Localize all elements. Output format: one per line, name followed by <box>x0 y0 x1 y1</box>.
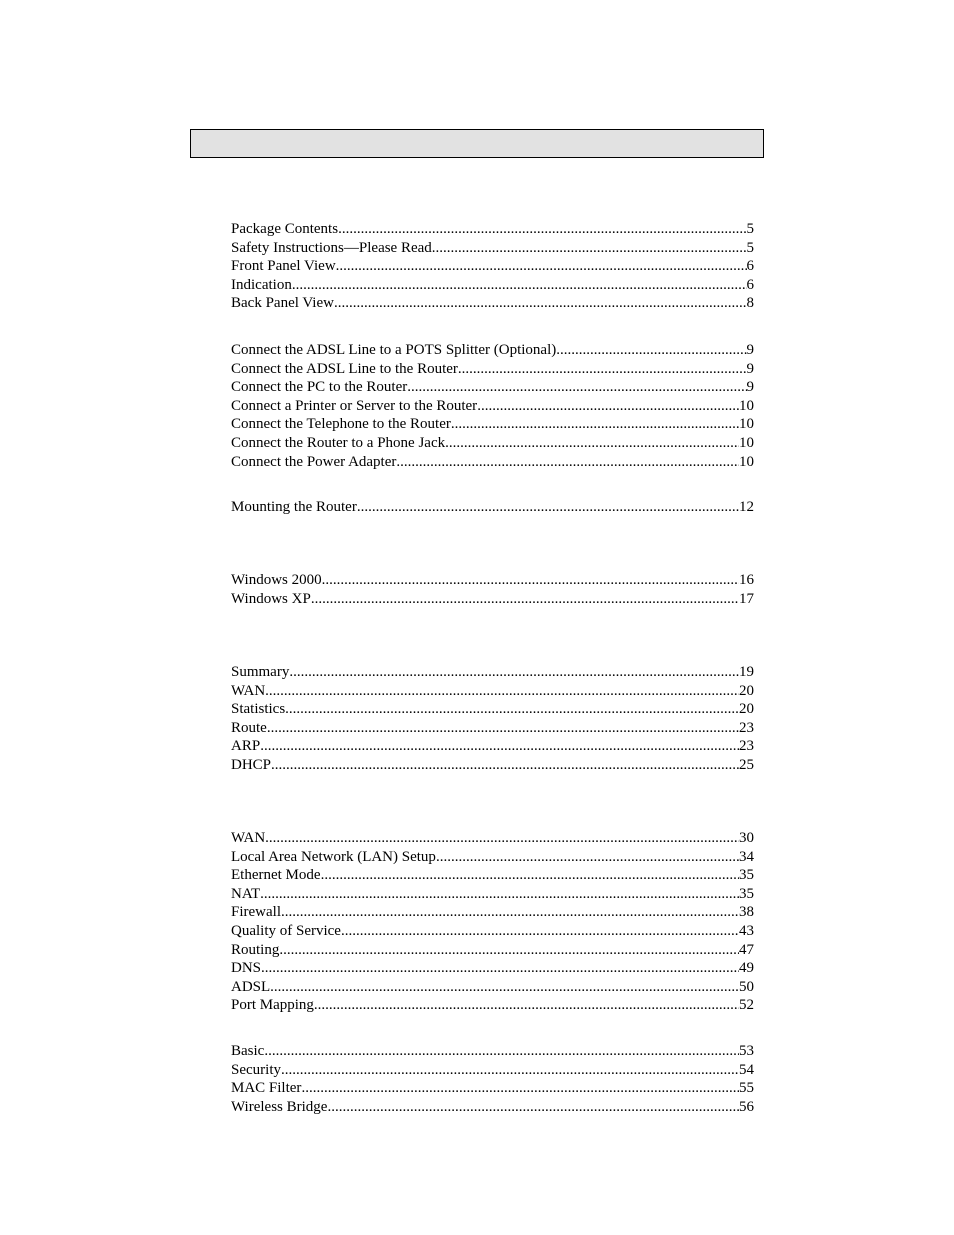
toc-entry-title: Package Contents <box>231 221 339 237</box>
toc-dot-leader <box>285 700 739 719</box>
toc-entry[interactable] <box>231 829 754 848</box>
toc-dot-leader <box>261 959 739 978</box>
toc-dot-leader <box>445 434 739 453</box>
toc-entry-title: Back Panel View <box>231 295 334 312</box>
toc-entry[interactable] <box>231 922 754 941</box>
toc-dot-leader <box>334 294 747 313</box>
toc-entry-title: Ethernet Mode <box>231 867 321 884</box>
toc-dot-leader <box>281 1061 739 1080</box>
toc-entry-page-number: 55 <box>739 1080 754 1097</box>
toc-entry-page-number: 20 <box>739 682 754 699</box>
toc-entry-page-number: 49 <box>739 960 754 977</box>
toc-entry-title: DHCP <box>231 757 272 773</box>
toc-entry-page-number: 34 <box>739 848 754 865</box>
toc-entry[interactable] <box>231 276 754 295</box>
toc-entry-title: Mounting the Router <box>231 499 357 515</box>
toc-entry-page-number: 10 <box>739 397 754 414</box>
toc-dot-leader <box>407 378 746 397</box>
toc-entry-page-number: 5 <box>746 239 754 256</box>
toc-entry-title: Security <box>231 1061 281 1078</box>
toc-entry-title: Connect the ADSL Line to a POTS Splitter (Optional) <box>231 342 557 358</box>
toc-entry-title: Quality of Service <box>231 923 341 939</box>
toc-dot-leader <box>327 1098 739 1117</box>
toc-entry-page-number: 56 <box>739 1098 754 1115</box>
toc-entry[interactable] <box>231 959 754 978</box>
toc-entry[interactable] <box>231 378 754 397</box>
toc-entry[interactable] <box>231 294 754 313</box>
toc-entry-title: MAC Filter <box>231 1080 302 1097</box>
toc-entry-title: WAN <box>231 682 266 699</box>
toc-dot-leader <box>477 397 739 416</box>
toc-entry[interactable] <box>231 1098 754 1117</box>
toc-entry-page-number: 47 <box>739 941 754 958</box>
toc-entry[interactable] <box>231 866 754 885</box>
toc-dot-leader <box>432 239 747 258</box>
toc-entry[interactable] <box>231 682 754 701</box>
toc-dot-leader <box>314 996 739 1015</box>
toc-entry[interactable] <box>231 360 754 379</box>
toc-entry[interactable] <box>231 571 754 590</box>
toc-entry-page-number: 9 <box>746 360 754 377</box>
toc-entry-page-number: 54 <box>739 1061 754 1078</box>
toc-dot-leader <box>260 737 739 756</box>
toc-entry[interactable] <box>231 397 754 416</box>
toc-entry-page-number: 23 <box>739 719 754 736</box>
header-bar <box>190 129 764 158</box>
toc-entry-title: Connect the PC to the Router <box>231 379 408 396</box>
toc-dot-leader <box>458 360 747 379</box>
toc-entry-page-number: 10 <box>739 435 754 451</box>
toc-entry-title: ARP <box>231 738 261 755</box>
toc-entry-title: Port Mapping <box>231 997 314 1014</box>
toc-entry-title: Statistics <box>231 701 286 718</box>
toc-dot-leader <box>341 922 739 941</box>
toc-entry-page-number: 38 <box>739 904 754 921</box>
toc-entry[interactable] <box>231 341 754 360</box>
toc-entry[interactable] <box>231 1061 754 1080</box>
toc-entry-title: Basic <box>231 1043 265 1059</box>
toc-dot-leader <box>279 941 739 960</box>
toc-entry-title: Safety Instructions—Please Read <box>231 239 432 256</box>
toc-entry[interactable] <box>231 434 754 453</box>
toc-dot-leader <box>322 571 739 590</box>
toc-entry-page-number: 25 <box>739 757 754 773</box>
toc-entry-page-number: 9 <box>746 342 754 358</box>
toc-entry-title: Summary <box>231 664 290 680</box>
toc-dot-leader <box>292 276 747 295</box>
toc-entry[interactable] <box>231 756 754 775</box>
toc-entry-title: Connect the Telephone to the Router <box>231 416 451 433</box>
toc-entry-title: Routing <box>231 941 280 958</box>
toc-entry[interactable] <box>231 220 754 239</box>
toc-entry-page-number: 10 <box>739 416 754 433</box>
toc-entry-title: Windows XP <box>231 590 311 607</box>
toc-entry[interactable] <box>231 848 754 867</box>
toc-entry-title: Connect the Router to a Phone Jack <box>231 435 446 451</box>
toc-dot-leader <box>338 220 746 239</box>
toc-entry-title: Wireless Bridge <box>231 1098 328 1115</box>
toc-entry[interactable] <box>231 941 754 960</box>
toc-dot-leader <box>265 829 739 848</box>
toc-entry-title: Windows 2000 <box>231 572 322 588</box>
toc-dot-leader <box>311 590 739 609</box>
toc-entry-page-number: 16 <box>739 572 754 588</box>
toc-entry-title: Front Panel View <box>231 258 336 275</box>
toc-entry-page-number: 20 <box>739 701 754 718</box>
toc-entry-title: ADSL <box>231 978 271 995</box>
toc-entry-page-number: 17 <box>739 590 754 607</box>
toc-entry-page-number: 50 <box>739 978 754 995</box>
toc-dot-leader <box>264 1042 739 1061</box>
toc-entry[interactable] <box>231 885 754 904</box>
toc-dot-leader <box>271 756 739 775</box>
toc-entry-title: Connect a Printer or Server to the Router <box>231 397 478 414</box>
toc-entry-page-number: 23 <box>739 738 754 755</box>
toc-entry[interactable] <box>231 737 754 756</box>
toc-entry-title: Local Area Network (LAN) Setup <box>231 848 436 865</box>
toc-entry[interactable] <box>231 257 754 276</box>
toc-entry-page-number: 53 <box>739 1043 754 1059</box>
toc-entry-page-number: 52 <box>739 997 754 1014</box>
toc-entry-page-number: 19 <box>739 664 754 680</box>
toc-entry-title: Connect the Power Adapter <box>231 453 397 470</box>
toc-entry[interactable] <box>231 978 754 997</box>
toc-dot-leader <box>336 257 747 276</box>
toc-entry-title: Firewall <box>231 904 281 921</box>
toc-dot-leader <box>556 341 746 360</box>
toc-entry[interactable] <box>231 700 754 719</box>
toc-entry-page-number: 9 <box>746 379 754 396</box>
toc-entry[interactable] <box>231 663 754 682</box>
toc-entry-page-number: 6 <box>746 276 754 293</box>
toc-entry-page-number: 43 <box>739 923 754 939</box>
toc-entry[interactable] <box>231 239 754 258</box>
toc-dot-leader <box>321 866 739 885</box>
toc-entry-page-number: 35 <box>739 885 754 902</box>
toc-entry[interactable] <box>231 453 754 472</box>
toc-entry-page-number: 6 <box>746 258 754 275</box>
toc-entry-page-number: 8 <box>746 295 754 312</box>
toc-entry-title: DNS <box>231 960 262 977</box>
toc-entry[interactable] <box>231 1042 754 1061</box>
toc-entry[interactable] <box>231 590 754 609</box>
toc-dot-leader <box>281 903 739 922</box>
toc-entry-title: WAN <box>231 830 266 846</box>
toc-dot-leader <box>260 885 739 904</box>
toc-dot-leader <box>270 978 739 997</box>
toc-entry[interactable] <box>231 498 754 517</box>
toc-entry-page-number: 30 <box>739 830 754 846</box>
toc-entry-page-number: 10 <box>739 453 754 470</box>
toc-entry-title: Indication <box>231 276 292 293</box>
toc-entry-page-number: 12 <box>739 499 754 515</box>
toc-entry[interactable] <box>231 1079 754 1098</box>
toc-entry[interactable] <box>231 415 754 434</box>
toc-entry-title: NAT <box>231 885 261 902</box>
toc-entry[interactable] <box>231 903 754 922</box>
toc-dot-leader <box>357 498 739 517</box>
toc-dot-leader <box>267 719 739 738</box>
toc-entry-title: Route <box>231 719 267 736</box>
toc-dot-leader <box>301 1079 739 1098</box>
toc-dot-leader <box>265 682 739 701</box>
toc-dot-leader <box>451 415 739 434</box>
toc-entry-title: Connect the ADSL Line to the Router <box>231 360 458 377</box>
toc-entry[interactable] <box>231 996 754 1015</box>
toc-entry-page-number: 5 <box>746 221 754 237</box>
toc-entry[interactable] <box>231 719 754 738</box>
toc-dot-leader <box>396 453 739 472</box>
toc-dot-leader <box>289 663 739 682</box>
toc-dot-leader <box>436 848 739 867</box>
toc-entry-page-number: 35 <box>739 867 754 884</box>
